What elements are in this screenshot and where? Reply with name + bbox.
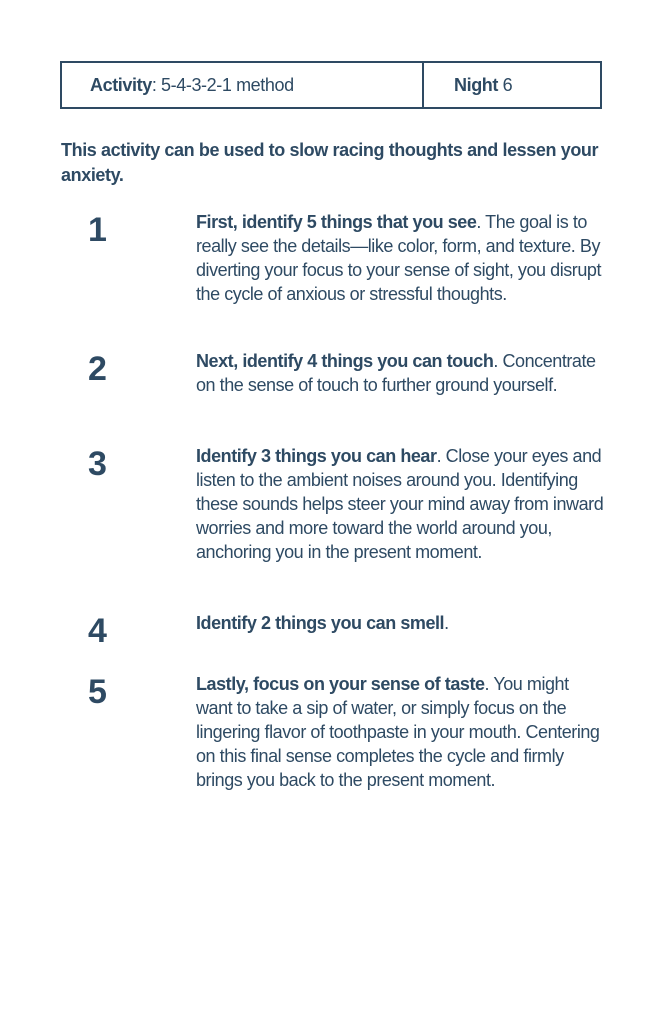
intro-text: This activity can be used to slow racing thoughts and lessen your anxiety.: [61, 140, 599, 185]
step-text: [196, 611, 608, 635]
night-value: 6: [502, 74, 513, 95]
step-number: 4: [88, 612, 107, 650]
activity-separator: :: [151, 74, 162, 95]
activity-cell: [62, 63, 424, 107]
step-lead: Lastly, focus on your sense of taste: [196, 674, 485, 694]
activity-header: [60, 61, 602, 109]
step-body: . Close your eyes and listen to the ambient noises around you. Identifying these sounds helps steer your mind away from inward worries and more toward the world around you, anchoring you in the present moment.: [196, 446, 604, 562]
step-lead: Identify 2 things you can smell: [196, 613, 445, 633]
step-body: . You might want to take a sip of water, or simply focus on the lingering flavor of toothpaste in your mouth. Centering on this final sense completes the cycle and firmly brings you back to the present moment.: [196, 674, 600, 790]
step-lead: Identify 3 things you can hear: [196, 446, 437, 466]
step-lead: Next, identify 4 things you can touch: [196, 351, 494, 371]
step-body: . Concentrate on the sense of touch to further ground yourself.: [196, 351, 596, 395]
step-body: .: [444, 613, 449, 633]
step-text: [196, 210, 608, 306]
step-number: 1: [88, 211, 107, 249]
activity-value: 5-4-3-2-1 method: [161, 74, 294, 95]
step-lead: First, identify 5 things that you see: [196, 212, 477, 232]
activity-label: Activity: [90, 74, 152, 95]
step-body: . The goal is to really see the details—like color, form, and texture. By diverting your focus to your sense of sight, you disrupt the cycle of anxious or stressful thoughts.: [196, 212, 602, 304]
step-number: 5: [88, 673, 107, 711]
step-text: [196, 672, 608, 792]
step-number: 3: [88, 445, 107, 483]
step-text: [196, 349, 608, 397]
step-text: [196, 444, 608, 564]
step-number: 2: [88, 350, 107, 388]
night-cell: [424, 63, 600, 107]
night-label: Night: [454, 74, 498, 95]
